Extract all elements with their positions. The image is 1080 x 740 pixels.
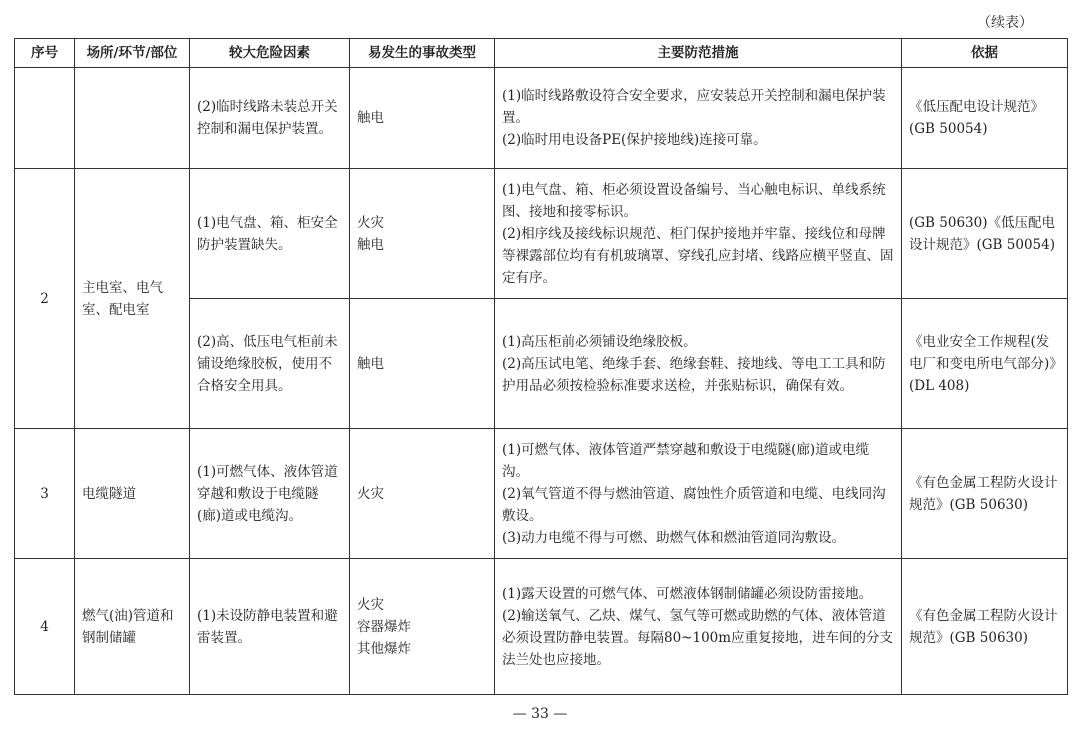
cell-measures — [495, 299, 902, 429]
col-header-measures: 主要防范措施 — [495, 39, 902, 68]
measure-item: (1)露天设置的可燃气体、可燃液体钢制储罐必须设防雷接地。 — [502, 585, 873, 602]
cell-measures — [495, 68, 902, 169]
measure-item: (1)临时线路敷设符合安全要求，应安装总开关控制和漏电保护装置。 — [502, 88, 886, 126]
basis-line: 《电业安全工作规程(发电厂和变电所电气部分)》 — [909, 333, 1063, 372]
cell-no: 2 — [15, 169, 75, 429]
accident-type: 触电 — [357, 355, 384, 372]
cell-measures — [495, 169, 902, 299]
measure-item: (1)高压柜前必须铺设绝缘胶板。 — [502, 333, 697, 350]
basis-line: 《低压配电设计规范》 — [909, 99, 1044, 115]
hazard-table — [14, 38, 1068, 695]
measure-item: (2)高压试电笔、绝缘手套、绝缘套鞋、接地线、等电工工具和防护用品必须按检验标准要求送检，并张贴标识，确保有效。 — [502, 355, 886, 394]
cell-no: 4 — [15, 559, 75, 695]
col-header-factor: 较大危险因素 — [190, 39, 350, 68]
cell-factor: (2)高、低压电气柜前未铺设绝缘胶板，使用不合格安全用具。 — [190, 299, 350, 429]
table-row — [15, 68, 1068, 169]
cell-no — [15, 68, 75, 169]
accident-type: 火灾 — [357, 485, 384, 502]
cell-measures — [495, 559, 902, 695]
page-number: — 33 — — [512, 706, 568, 722]
cell-accident — [350, 169, 495, 299]
basis-line: (GB 50630)《低压配电设计规范》(GB 50054) — [909, 214, 1055, 253]
accident-type: 其他爆炸 — [357, 640, 411, 657]
basis-line: 《有色金属工程防火设计规范》(GB 50630) — [909, 607, 1058, 646]
col-header-no: 序号 — [15, 39, 75, 68]
cell-no: 3 — [15, 429, 75, 559]
cell-basis — [902, 559, 1068, 695]
accident-type: 火灾 — [357, 596, 384, 613]
cell-factor: (2)临时线路未装总开关控制和漏电保护装置。 — [190, 68, 350, 169]
cell-accident — [350, 68, 495, 169]
cell-place: 燃气(油)管道和钢制储罐 — [75, 559, 190, 695]
cell-basis — [902, 169, 1068, 299]
measure-item: (3)动力电缆不得与可燃、助燃气体和燃油管道同沟敷设。 — [502, 529, 846, 546]
measure-item: (1)可燃气体、液体管道严禁穿越和敷设于电缆隧(廊)道或电缆沟。 — [502, 441, 870, 480]
basis-line: (GB 50054) — [909, 121, 988, 137]
basis-line: 《有色金属工程防火设计规范》(GB 50630) — [909, 474, 1058, 513]
accident-type: 触电 — [357, 110, 384, 126]
table-row — [15, 559, 1068, 695]
cell-place: 主电室、电气室、配电室 — [75, 169, 190, 429]
cell-place: 电缆隧道 — [75, 429, 190, 559]
cell-accident — [350, 559, 495, 695]
measure-item: (1)电气盘、箱、柜必须设置设备编号、当心触电标识、单线系统图、接地和接零标识。 — [502, 181, 886, 220]
col-header-place: 场所/环节/部位 — [75, 39, 190, 68]
cell-accident — [350, 429, 495, 559]
cell-basis — [902, 68, 1068, 169]
accident-type: 容器爆炸 — [357, 618, 411, 635]
cell-place — [75, 68, 190, 169]
accident-type: 触电 — [357, 236, 384, 253]
accident-type: 火灾 — [357, 214, 384, 231]
table-row — [15, 429, 1068, 559]
measure-item: (2)输送氧气、乙炔、煤气、氢气等可燃或助燃的气体、液体管道必须设置防静电装置。每隔80~100m应重复接地，进车间的分支法兰处也应接地。 — [502, 607, 894, 668]
measure-item: (2)相序线及接线标识规范、柜门保护接地并牢靠、接线位和母牌等裸露部位均有有机玻璃罩、穿线孔应封堵、线路应横平竖直、固定有序。 — [502, 225, 894, 286]
cell-factor: (1)未设防静电装置和避雷装置。 — [190, 559, 350, 695]
basis-line: (DL 408) — [909, 377, 970, 394]
cell-factor: (1)可燃气体、液体管道穿越和敷设于电缆隧(廊)道或电缆沟。 — [190, 429, 350, 559]
cell-basis — [902, 429, 1068, 559]
cell-accident — [350, 299, 495, 429]
cell-measures — [495, 429, 902, 559]
table-header-row — [15, 39, 1068, 68]
col-header-accident: 易发生的事故类型 — [350, 39, 495, 68]
cell-factor: (1)电气盘、箱、柜安全防护装置缺失。 — [190, 169, 350, 299]
table-row — [15, 169, 1068, 299]
measure-item: (2)临时用电设备PE(保护接地线)连接可靠。 — [502, 132, 767, 148]
col-header-basis: 依据 — [902, 39, 1068, 68]
continued-label: （续表） — [977, 15, 1033, 31]
measure-item: (2)氧气管道不得与燃油管道、腐蚀性介质管道和电缆、电线同沟敷设。 — [502, 485, 886, 524]
cell-basis — [902, 299, 1068, 429]
